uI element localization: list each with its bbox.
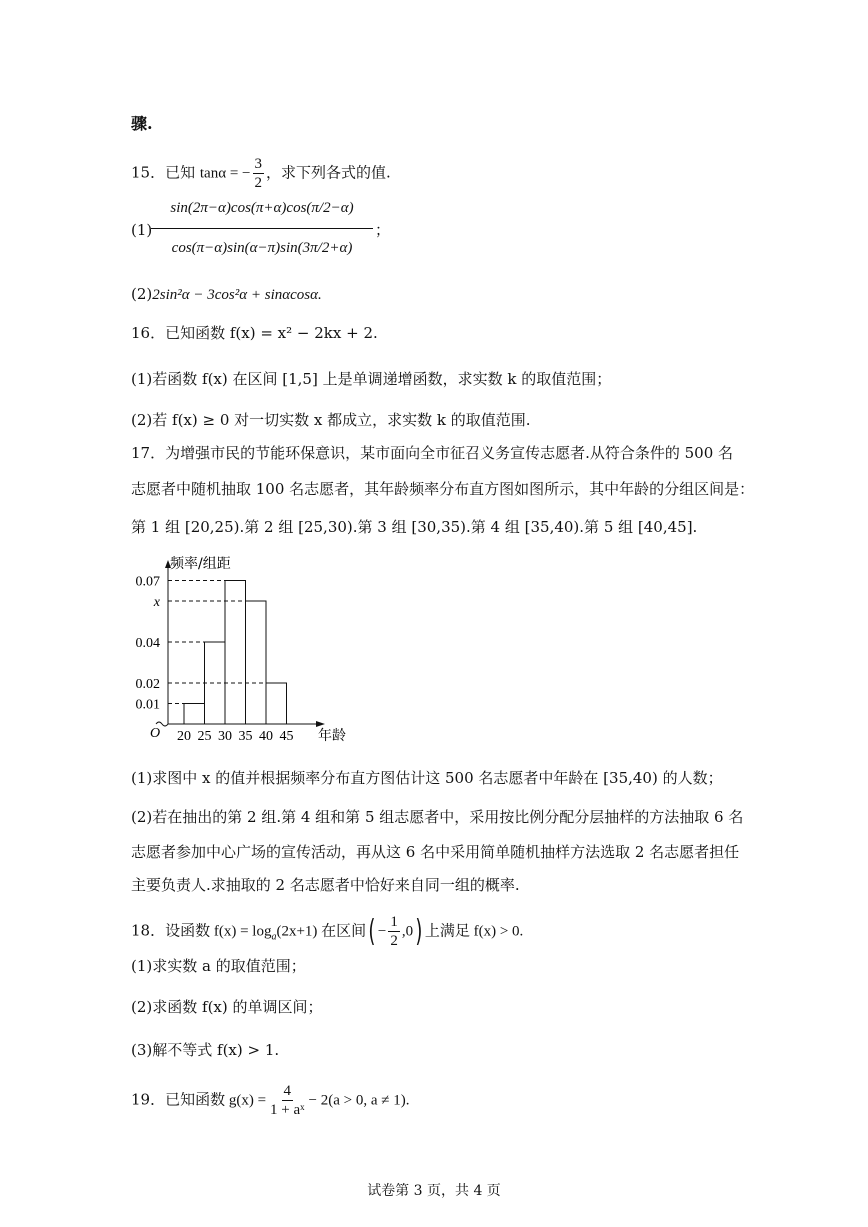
q15-intro: 已知 [165,163,196,182]
q15-intro-tail: ，求下列各式的值. [266,163,391,182]
age-histogram [128,556,348,751]
q15-part1-numerator: sin(2π−α)cos(π+α)cos(π/2−α) [170,200,354,216]
q18-part2: (2)求函数 f(x) 的单调区间； [131,998,323,1016]
page-footer: 试卷第 3 页，共 4 页 [367,1183,501,1199]
origin-label: O [150,726,161,741]
q17-part1: (1)求图中 x 的值并根据频率分布直方图估计这 500 名志愿者中年龄在 [35,40) 的人数； [131,769,723,787]
x-tick-label: 25 [197,729,212,744]
q15-stem [131,155,391,192]
q18-stem: 18．设函数 $f(x) = \log_a(2x+1)$ 在区间( − $\frac{1}{2}$ ,0) 上满足 f(x) > 0. [131,913,524,949]
histogram-bar [225,581,246,725]
fraction-bar [151,228,373,229]
q16-part2: (2)若 f(x) ≥ 0 对一切实数 x 都成立，求实数 k 的取值范围. [131,411,531,429]
histogram-bar [266,683,287,724]
x-axis-arrow [316,721,325,727]
x-tick-label: 40 [259,729,273,744]
y-axis-title: 频率/组距 [170,556,231,572]
q18-interval-fraction: $\frac{1}{2}$ [390,914,398,949]
q16-stem-text: 已知函数 f(x) = x² − 2kx + 2. [165,324,378,342]
q15-condition-fraction: $\frac{3}{2}$ [254,156,262,191]
x-axis-title: 年龄 [318,728,346,744]
y-tick-label: 0.02 [135,677,160,692]
q17-part2-line1: (2)若在抽出的第 2 组.第 4 组和第 5 组志愿者中，采用按比例分配分层抽样的方法抽取 6 名 [131,808,744,826]
q15-number: 15． [131,163,166,182]
q15-part1-label: (1) [131,221,153,239]
x-tick-label: 20 [177,729,191,744]
q15-part2: (2)2sin²α − 3cos²α + sinαcosα. [131,285,322,303]
q17-line3: 第 1 组 [20,25).第 2 组 [25,30).第 3 组 [30,35).第 4 组 [35,40).第 5 组 [40,45]. [131,518,698,536]
q17-part2-line2: 志愿者参加中心广场的宣传活动，再从这 6 名中采用简单随机抽样方法选取 2 名志愿者担任 [131,843,740,861]
q15-condition-lhs: tanα = − [199,165,251,182]
q15-part1-tail: ； [375,221,391,239]
q18-part1: (1)求实数 a 的取值范围； [131,957,306,975]
q18-part3: (3)解不等式 f(x) > 1. [131,1041,280,1059]
y-tick-label: x [153,595,160,610]
q19-stem: 19．已知函数 g(x) = $\frac{4}{\text{1 + aˣ}}$ − 2(a > 0, a ≠ 1). [131,1083,410,1118]
q16-part1: (1)若函数 f(x) 在区间 [1,5] 上是单调递增函数，求实数 k 的取值范围； [131,370,612,388]
x-tick-label: 35 [238,729,253,744]
q15-part2-expr: 2sin²α − 3cos²α + sinαcosα. [152,287,322,303]
histogram-bar [205,642,226,724]
y-tick-label: 0.01 [135,697,160,713]
x-tick-label: 45 [279,729,294,744]
histogram-bar [246,601,267,724]
y-tick-label: 0.04 [135,636,160,651]
q19-fraction: $\frac{4}{\text{1 + aˣ}}$ [270,1083,305,1118]
histogram-bar [184,704,205,725]
q15-part1-denominator: cos(π−α)sin(α−π)sin(3π/2+α) [171,240,353,256]
q17-part2-line3: 主要负责人.求抽取的 2 名志愿者中恰好来自同一组的概率. [131,876,520,894]
q17-line2: 志愿者中随机抽取 100 名志愿者，其年龄频率分布直方图如图所示，其中年龄的分组区间是： [131,480,755,498]
q17-line1: 17．为增强市民的节能环保意识，某市面向全市征召义务宣传志愿者.从符合条件的 500 名 [131,444,734,462]
y-tick-label: 0.07 [135,574,160,590]
q16-stem: 16．已知函数 f(x) = x² − 2kx + 2. [131,324,378,342]
x-tick-label: 30 [218,729,232,744]
continued-fragment: 骤. [131,114,153,133]
